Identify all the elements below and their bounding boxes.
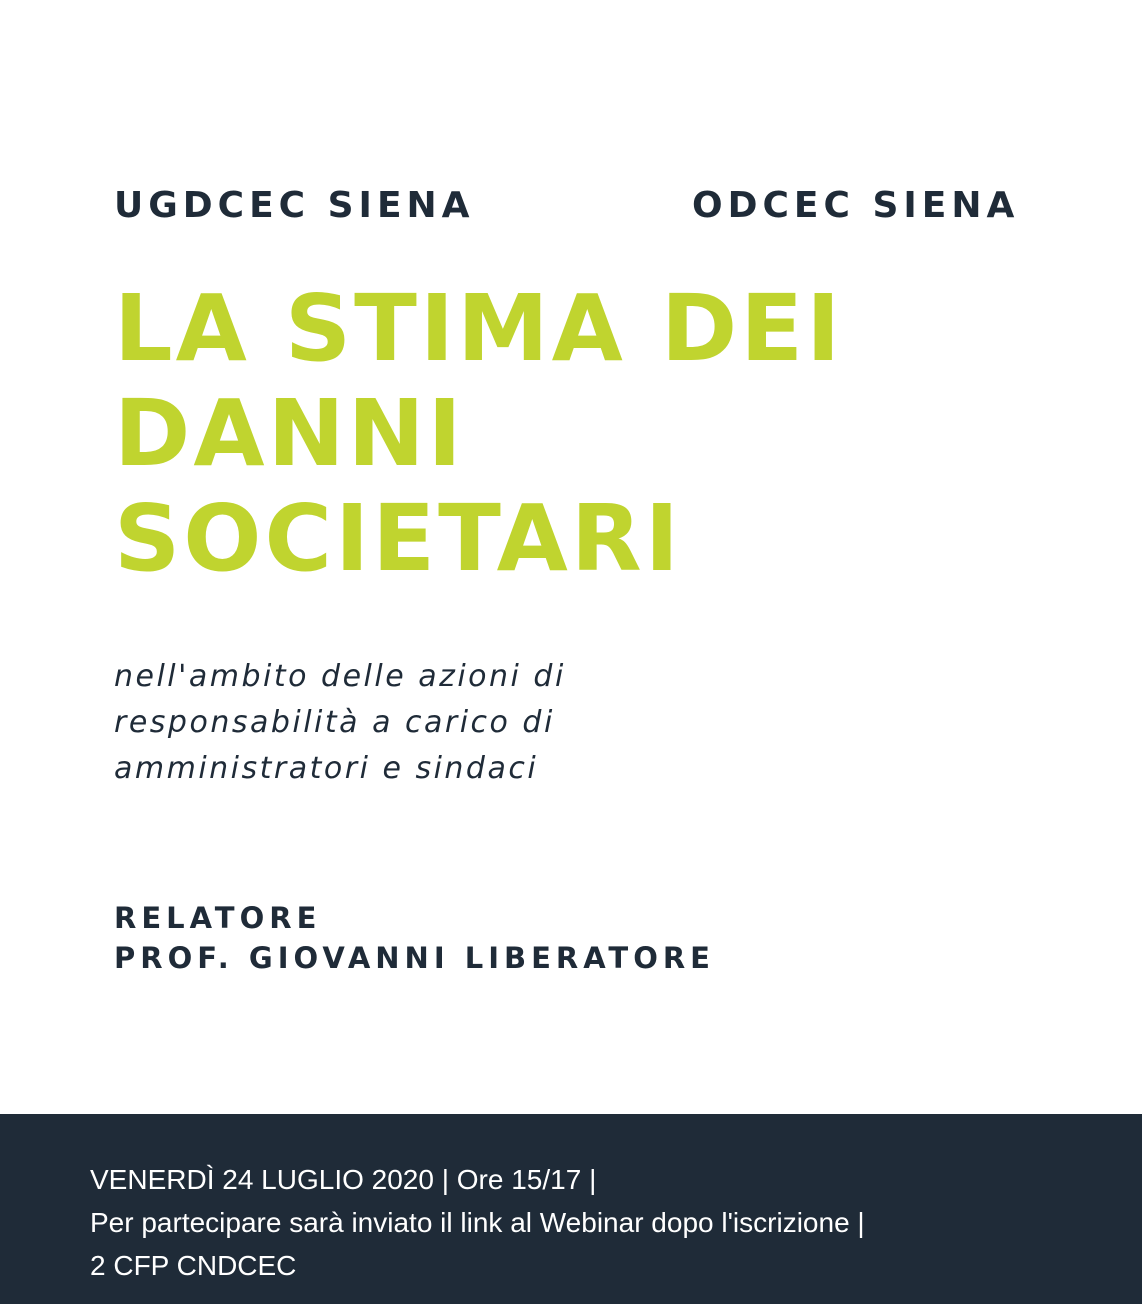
event-title: [114, 276, 1014, 591]
speaker-name: PROF. GIOVANNI LIBERATORE: [114, 941, 715, 975]
footer-line-credits: 2 CFP CNDCEC: [90, 1250, 297, 1281]
speaker-label: RELATORE: [114, 901, 322, 935]
footer-line-webinar: Per partecipare sarà inviato il link al Webinar dopo l'iscrizione |: [90, 1207, 865, 1238]
event-subtitle: [114, 654, 814, 792]
org-right-label: ODCEC SIENA: [692, 185, 1020, 226]
footer-info: [90, 1158, 865, 1287]
subtitle-line: nell'ambito delle azioni di: [114, 659, 566, 694]
footer-line-date: VENERDÌ 24 LUGLIO 2020 | Ore 15/17 |: [90, 1164, 597, 1195]
event-title-line: DANNI: [114, 380, 465, 487]
event-title-line: LA STIMA DEI: [114, 275, 844, 382]
event-title-line: SOCIETARI: [114, 485, 682, 592]
subtitle-line: responsabilità a carico di: [114, 705, 555, 740]
footer-bar: [0, 1114, 1142, 1304]
speaker-block: [114, 898, 715, 978]
subtitle-line: amministratori e sindaci: [114, 751, 539, 786]
org-left-label: UGDCEC SIENA: [114, 185, 475, 226]
